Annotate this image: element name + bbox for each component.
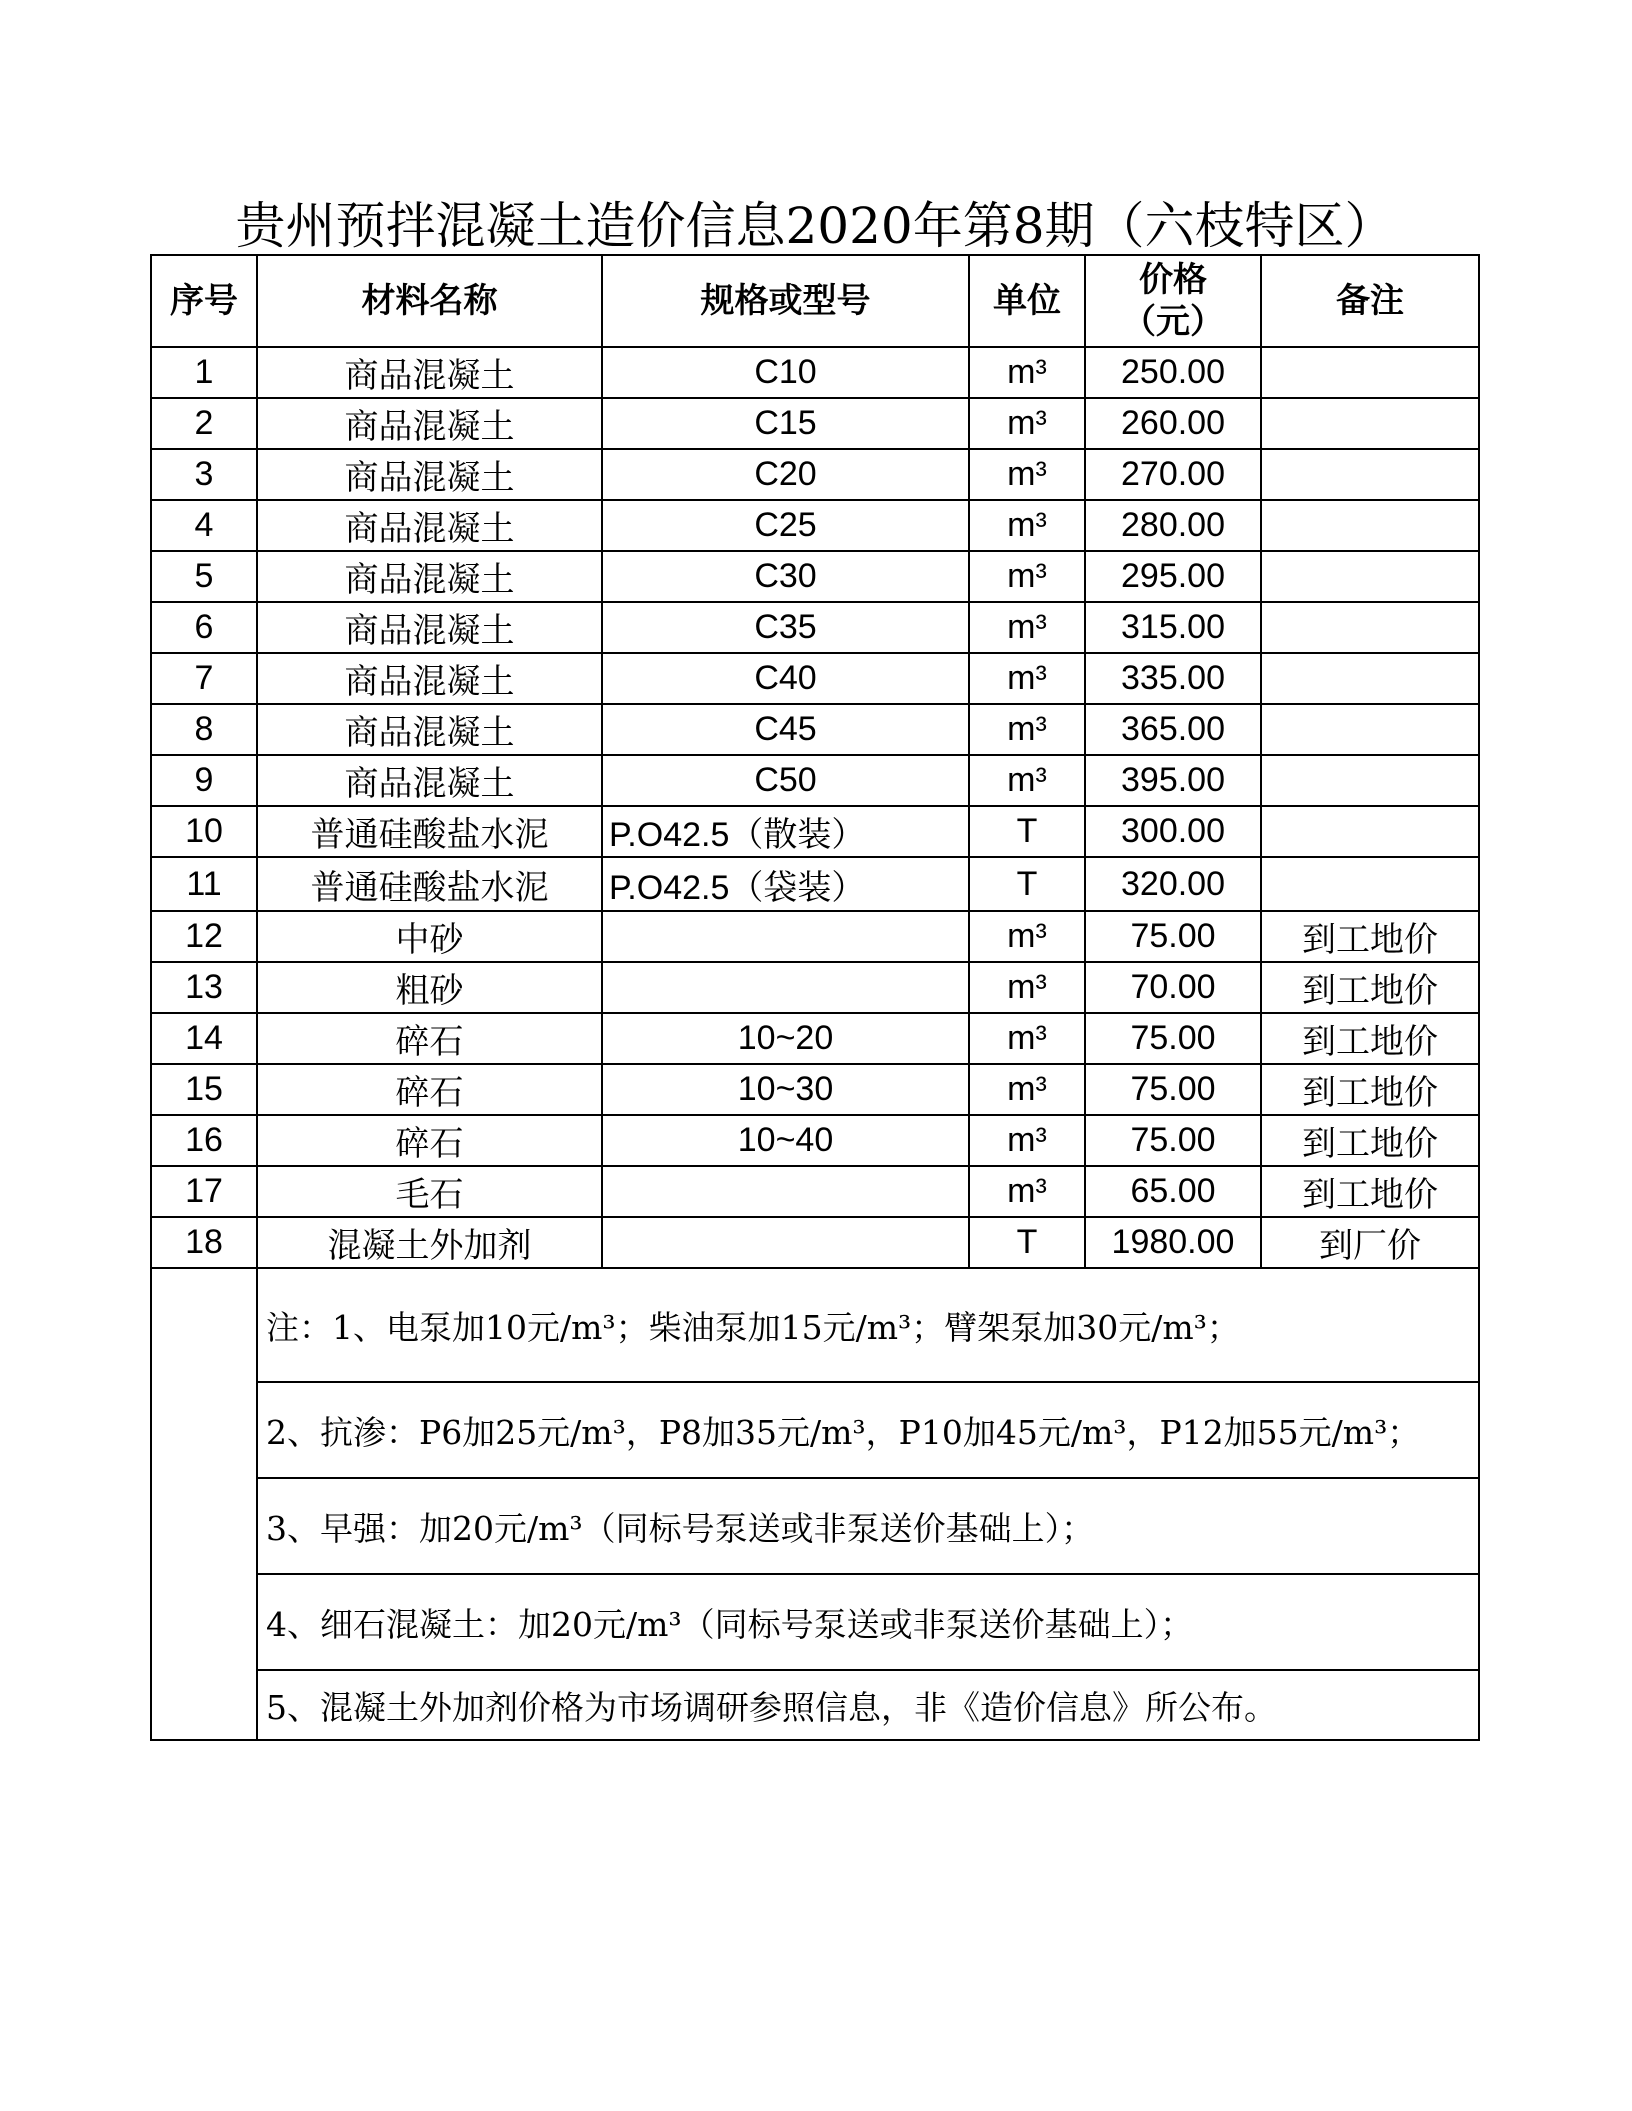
cell-unit: m³	[969, 653, 1085, 704]
cell-spec: C35	[602, 602, 969, 653]
table-row	[151, 1013, 1479, 1064]
cell-spec: C25	[602, 500, 969, 551]
cell-remark: 到工地价	[1261, 1013, 1479, 1064]
cell-price: 320.00	[1085, 857, 1261, 911]
cell-spec: C45	[602, 704, 969, 755]
cell-price: 280.00	[1085, 500, 1261, 551]
cell-name: 商品混凝土	[257, 551, 602, 602]
page-title: 贵州预拌混凝土造价信息2020年第8期（六枝特区）	[235, 197, 1395, 255]
cell-price: 75.00	[1085, 1013, 1261, 1064]
cell-index: 5	[151, 551, 257, 602]
cell-spec: C20	[602, 449, 969, 500]
table-row	[151, 1166, 1479, 1217]
cell-index: 14	[151, 1013, 257, 1064]
column-header-index: 序号	[151, 255, 257, 347]
cell-unit: m³	[969, 962, 1085, 1013]
cell-remark: 到工地价	[1261, 1064, 1479, 1115]
cell-price: 75.00	[1085, 911, 1261, 962]
cell-index: 8	[151, 704, 257, 755]
cell-unit: m³	[969, 1013, 1085, 1064]
cell-spec: C50	[602, 755, 969, 806]
column-header-price-line2: （元）	[1122, 302, 1224, 342]
cell-name: 商品混凝土	[257, 653, 602, 704]
cell-index: 11	[151, 857, 257, 911]
table-row	[151, 1217, 1479, 1268]
cell-name: 中砂	[257, 911, 602, 962]
cell-remark: 到厂价	[1261, 1217, 1479, 1268]
cell-remark	[1261, 449, 1479, 500]
cell-remark	[1261, 806, 1479, 857]
cell-spec: C15	[602, 398, 969, 449]
cell-unit: m³	[969, 1166, 1085, 1217]
table-row	[151, 500, 1479, 551]
cell-remark	[1261, 755, 1479, 806]
cell-spec: C10	[602, 347, 969, 398]
cell-price: 65.00	[1085, 1166, 1261, 1217]
cell-price: 260.00	[1085, 398, 1261, 449]
cell-index: 7	[151, 653, 257, 704]
cell-unit: m³	[969, 1115, 1085, 1166]
cell-remark	[1261, 347, 1479, 398]
cell-spec	[602, 962, 969, 1013]
note-text: 3、早强：加20元/m³（同标号泵送或非泵送价基础上）；	[257, 1478, 1479, 1574]
column-header-unit: 单位	[969, 255, 1085, 347]
cell-spec: 10~20	[602, 1013, 969, 1064]
column-header-remark: 备注	[1261, 255, 1479, 347]
cell-spec: 10~30	[602, 1064, 969, 1115]
cell-unit: m³	[969, 398, 1085, 449]
table-row	[151, 347, 1479, 398]
cell-price: 395.00	[1085, 755, 1261, 806]
cell-remark: 到工地价	[1261, 1166, 1479, 1217]
note-row	[151, 1574, 1479, 1670]
cell-remark	[1261, 398, 1479, 449]
cell-price: 315.00	[1085, 602, 1261, 653]
cell-name: 普通硅酸盐水泥	[257, 857, 602, 911]
cell-name: 混凝土外加剂	[257, 1217, 602, 1268]
cell-spec: 10~40	[602, 1115, 969, 1166]
note-row	[151, 1382, 1479, 1478]
cell-index: 6	[151, 602, 257, 653]
cell-index: 4	[151, 500, 257, 551]
cell-index: 15	[151, 1064, 257, 1115]
cell-remark: 到工地价	[1261, 962, 1479, 1013]
cell-price: 250.00	[1085, 347, 1261, 398]
cell-unit: m³	[969, 911, 1085, 962]
table-row	[151, 551, 1479, 602]
cell-remark: 到工地价	[1261, 911, 1479, 962]
cell-index: 2	[151, 398, 257, 449]
cell-index: 3	[151, 449, 257, 500]
cell-name: 普通硅酸盐水泥	[257, 806, 602, 857]
cell-name: 商品混凝土	[257, 704, 602, 755]
cell-unit: m³	[969, 347, 1085, 398]
cell-spec: C40	[602, 653, 969, 704]
cell-spec: P.O42.5（袋装）	[602, 857, 969, 911]
cell-remark	[1261, 500, 1479, 551]
table-row	[151, 962, 1479, 1013]
cell-name: 碎石	[257, 1064, 602, 1115]
note-text: 5、混凝土外加剂价格为市场调研参照信息，非《造价信息》所公布。	[257, 1670, 1479, 1740]
cell-remark	[1261, 653, 1479, 704]
cell-name: 商品混凝土	[257, 347, 602, 398]
cell-price: 335.00	[1085, 653, 1261, 704]
cell-remark	[1261, 857, 1479, 911]
cell-price: 270.00	[1085, 449, 1261, 500]
note-text: 2、抗渗：P6加25元/m³，P8加35元/m³，P10加45元/m³，P12加55元/m³；	[257, 1382, 1479, 1478]
column-header-price	[1085, 255, 1261, 347]
table-row	[151, 398, 1479, 449]
cell-remark	[1261, 602, 1479, 653]
cell-name: 商品混凝土	[257, 398, 602, 449]
table-row	[151, 755, 1479, 806]
note-text: 4、细石混凝土：加20元/m³（同标号泵送或非泵送价基础上）；	[257, 1574, 1479, 1670]
cell-spec	[602, 1166, 969, 1217]
table-row	[151, 449, 1479, 500]
cell-index: 17	[151, 1166, 257, 1217]
cell-price: 365.00	[1085, 704, 1261, 755]
cell-index: 13	[151, 962, 257, 1013]
cell-spec: P.O42.5（散装）	[602, 806, 969, 857]
cell-name: 商品混凝土	[257, 755, 602, 806]
table-row	[151, 704, 1479, 755]
notes-left-blank-cell	[151, 1268, 257, 1740]
cell-unit: m³	[969, 551, 1085, 602]
cell-unit: m³	[969, 602, 1085, 653]
cell-name: 粗砂	[257, 962, 602, 1013]
cell-spec: C30	[602, 551, 969, 602]
table-row	[151, 602, 1479, 653]
column-header-name: 材料名称	[257, 255, 602, 347]
table-row	[151, 911, 1479, 962]
cell-price: 75.00	[1085, 1115, 1261, 1166]
table-header-row	[151, 255, 1479, 347]
cell-unit: T	[969, 1217, 1085, 1268]
column-header-spec: 规格或型号	[602, 255, 969, 347]
note-text: 注：1、电泵加10元/m³；柴油泵加15元/m³；臂架泵加30元/m³；	[257, 1268, 1479, 1382]
note-row	[151, 1268, 1479, 1382]
table-row	[151, 806, 1479, 857]
cell-unit: T	[969, 857, 1085, 911]
cell-index: 1	[151, 347, 257, 398]
cell-spec	[602, 911, 969, 962]
price-table	[150, 254, 1480, 1741]
cell-name: 商品混凝土	[257, 602, 602, 653]
cell-remark	[1261, 551, 1479, 602]
cell-name: 商品混凝土	[257, 500, 602, 551]
cell-index: 9	[151, 755, 257, 806]
cell-spec	[602, 1217, 969, 1268]
cell-index: 12	[151, 911, 257, 962]
cell-remark	[1261, 704, 1479, 755]
cell-unit: m³	[969, 704, 1085, 755]
cell-unit: m³	[969, 755, 1085, 806]
cell-price: 75.00	[1085, 1064, 1261, 1115]
table-row	[151, 1115, 1479, 1166]
note-row	[151, 1478, 1479, 1574]
cell-price: 1980.00	[1085, 1217, 1261, 1268]
cell-price: 70.00	[1085, 962, 1261, 1013]
table-row	[151, 1064, 1479, 1115]
cell-name: 商品混凝土	[257, 449, 602, 500]
cell-name: 碎石	[257, 1115, 602, 1166]
table-row	[151, 653, 1479, 704]
cell-name: 碎石	[257, 1013, 602, 1064]
cell-unit: m³	[969, 449, 1085, 500]
cell-unit: m³	[969, 1064, 1085, 1115]
cell-index: 10	[151, 806, 257, 857]
cell-unit: T	[969, 806, 1085, 857]
table-row	[151, 857, 1479, 911]
cell-price: 300.00	[1085, 806, 1261, 857]
cell-name: 毛石	[257, 1166, 602, 1217]
note-row	[151, 1670, 1479, 1740]
cell-unit: m³	[969, 500, 1085, 551]
cell-index: 18	[151, 1217, 257, 1268]
cell-remark: 到工地价	[1261, 1115, 1479, 1166]
cell-price: 295.00	[1085, 551, 1261, 602]
cell-index: 16	[151, 1115, 257, 1166]
column-header-price-line1: 价格	[1139, 260, 1207, 300]
